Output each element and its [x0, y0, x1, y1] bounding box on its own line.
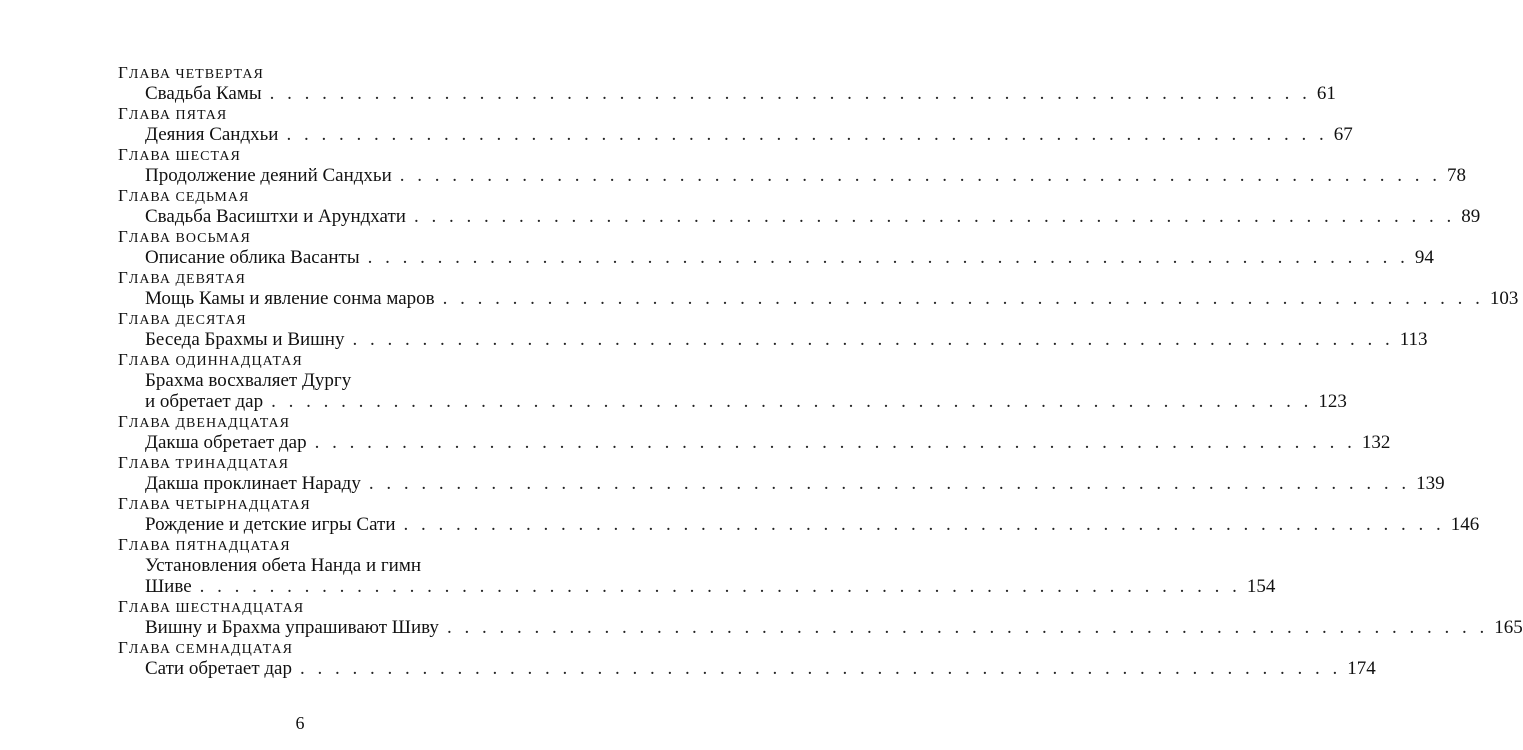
chapter-title: Шиве: [145, 576, 192, 597]
table-of-contents: [118, 63, 1523, 679]
toc-chapter: [118, 63, 1336, 104]
dot-leader: . . . . . . . . . . . . . . . . . . . . . . . . . . . . . . . . . . . . . . . . . . . . . . . . . . . . . . . . . . . .: [269, 83, 1311, 104]
toc-entry[interactable]: [118, 288, 1519, 309]
chapter-title: Беседа Брахмы и Вишну: [145, 329, 345, 350]
chapter-page-number: 123: [1318, 391, 1347, 412]
toc-entry[interactable]: [118, 432, 1391, 453]
chapter-heading: ГЛАВА ЧЕТЫРНАДЦАТАЯ: [118, 494, 311, 513]
chapter-title: Описание облика Васанты: [145, 247, 360, 268]
chapter-heading: ГЛАВА ТРИНАДЦАТАЯ: [118, 453, 290, 472]
chapter-page-number: 89: [1461, 206, 1481, 227]
chapter-page-number: 78: [1447, 165, 1467, 186]
dot-leader: . . . . . . . . . . . . . . . . . . . . . . . . . . . . . . . . . . . . . . . . . . . . . . . . . . . . . . . . . . . .: [300, 658, 1342, 679]
dot-leader: . . . . . . . . . . . . . . . . . . . . . . . . . . . . . . . . . . . . . . . . . . . . . . . . . . . . . . . . . . . .: [314, 432, 1356, 453]
chapter-page-number: 174: [1347, 658, 1376, 679]
chapter-page-number: 132: [1361, 432, 1391, 453]
toc-chapter: [118, 268, 1519, 309]
chapter-heading: ГЛАВА ДВЕНАДЦАТАЯ: [118, 412, 291, 431]
chapter-heading: ГЛАВА ПЯТАЯ: [118, 104, 228, 123]
chapter-heading: ГЛАВА ШЕСТАЯ: [118, 145, 241, 164]
chapter-heading: ГЛАВА ДЕВЯТАЯ: [118, 268, 246, 287]
chapter-heading: ГЛАВА ШЕСТНАДЦАТАЯ: [118, 597, 305, 616]
dot-leader: . . . . . . . . . . . . . . . . . . . . . . . . . . . . . . . . . . . . . . . . . . . . . . . . . . . . . . . . . . . .: [352, 329, 1394, 350]
chapter-heading: ГЛАВА ДЕСЯТАЯ: [118, 309, 247, 328]
toc-entry[interactable]: [118, 391, 1347, 412]
chapter-page-number: 61: [1316, 83, 1336, 104]
dot-leader: . . . . . . . . . . . . . . . . . . . . . . . . . . . . . . . . . . . . . . . . . . . . . . . . . . . . . . . . . . . .: [403, 514, 1445, 535]
chapter-page-number: 103: [1489, 288, 1519, 309]
toc-chapter: [118, 453, 1445, 494]
dot-leader: . . . . . . . . . . . . . . . . . . . . . . . . . . . . . . . . . . . . . . . . . . . . . . . . . . . . . . . . . . . .: [367, 247, 1409, 268]
chapter-page-number: 146: [1450, 514, 1480, 535]
dot-leader: . . . . . . . . . . . . . . . . . . . . . . . . . . . . . . . . . . . . . . . . . . . . . . . . . . . . . . . . . . . .: [413, 206, 1456, 227]
chapter-heading: ГЛАВА ЧЕТВЕРТАЯ: [118, 63, 264, 82]
chapter-page-number: 67: [1333, 124, 1353, 145]
toc-chapter: [118, 597, 1523, 638]
toc-entry[interactable]: [118, 124, 1353, 145]
chapter-heading: ГЛАВА ВОСЬМАЯ: [118, 227, 251, 246]
chapter-page-number: 94: [1414, 247, 1434, 268]
toc-entry[interactable]: [118, 617, 1523, 638]
toc-chapter: [118, 227, 1434, 268]
chapter-title: Свадьба Камы: [145, 83, 262, 104]
chapter-title: Свадьба Васиштхи и Арундхати: [145, 206, 406, 227]
toc-chapter: [118, 638, 1376, 679]
chapter-title: Дакша обретает дар: [145, 432, 307, 453]
toc-chapter: [118, 494, 1480, 535]
chapter-heading: ГЛАВА СЕДЬМАЯ: [118, 186, 250, 205]
dot-leader: . . . . . . . . . . . . . . . . . . . . . . . . . . . . . . . . . . . . . . . . . . . . . . . . . . . . . . . . . . . .: [446, 617, 1489, 638]
toc-chapter: [118, 104, 1353, 145]
toc-entry[interactable]: [118, 206, 1481, 227]
chapter-heading: ГЛАВА ПЯТНАДЦАТАЯ: [118, 535, 291, 554]
dot-leader: . . . . . . . . . . . . . . . . . . . . . . . . . . . . . . . . . . . . . . . . . . . . . . . . . . . . . . . . . . . .: [271, 391, 1313, 412]
chapter-title: Продолжение деяний Сандхьи: [145, 165, 392, 186]
dot-leader: . . . . . . . . . . . . . . . . . . . . . . . . . . . . . . . . . . . . . . . . . . . . . . . . . . . . . . . . . . . .: [368, 473, 1411, 494]
toc-chapter: [118, 412, 1391, 453]
toc-entry[interactable]: [118, 83, 1336, 104]
chapter-title: Вишну и Брахма упрашивают Шиву: [145, 617, 439, 638]
toc-entry[interactable]: [118, 473, 1445, 494]
toc-chapter: [118, 145, 1467, 186]
toc-entry[interactable]: [118, 247, 1434, 268]
chapter-title: Рождение и детские игры Сати: [145, 514, 396, 535]
dot-leader: . . . . . . . . . . . . . . . . . . . . . . . . . . . . . . . . . . . . . . . . . . . . . . . . . . . . . . . . . . . .: [399, 165, 1442, 186]
toc-entry[interactable]: [118, 658, 1376, 679]
chapter-title: Мощь Камы и явление сонма маров: [145, 288, 435, 309]
chapter-page-number: 139: [1416, 473, 1445, 494]
chapter-page-number: 165: [1494, 617, 1523, 638]
toc-entry[interactable]: [118, 576, 1276, 597]
toc-entry[interactable]: [118, 514, 1480, 535]
chapter-title-line: Брахма восхваляет Дургу: [145, 370, 352, 391]
dot-leader: . . . . . . . . . . . . . . . . . . . . . . . . . . . . . . . . . . . . . . . . . . . . . . . . . . . . . . . . . . . .: [286, 124, 1328, 145]
dot-leader: . . . . . . . . . . . . . . . . . . . . . . . . . . . . . . . . . . . . . . . . . . . . . . . . . . . . . . . . . . . .: [199, 576, 1241, 597]
chapter-title: и обретает дар: [145, 391, 264, 412]
chapter-title: Деяния Сандхьи: [145, 124, 279, 145]
toc-entry[interactable]: [118, 165, 1467, 186]
chapter-title-line: Установления обета Нанда и гимн: [145, 555, 422, 576]
toc-chapter: [118, 350, 1347, 412]
page-number: 6: [295, 713, 305, 733]
chapter-heading: ГЛАВА ОДИННАДЦАТАЯ: [118, 350, 303, 369]
toc-chapter: [118, 309, 1428, 350]
chapter-heading: ГЛАВА СЕМНАДЦАТАЯ: [118, 638, 293, 657]
toc-chapter: [118, 535, 1276, 597]
chapter-title: Сати обретает дар: [145, 658, 292, 679]
dot-leader: . . . . . . . . . . . . . . . . . . . . . . . . . . . . . . . . . . . . . . . . . . . . . . . . . . . . . . . . . . . .: [442, 288, 1484, 309]
chapter-title: Дакша проклинает Нараду: [145, 473, 361, 494]
chapter-page-number: 113: [1399, 329, 1428, 350]
chapter-page-number: 154: [1246, 576, 1276, 597]
toc-chapter: [118, 186, 1481, 227]
toc-entry[interactable]: [118, 329, 1428, 350]
